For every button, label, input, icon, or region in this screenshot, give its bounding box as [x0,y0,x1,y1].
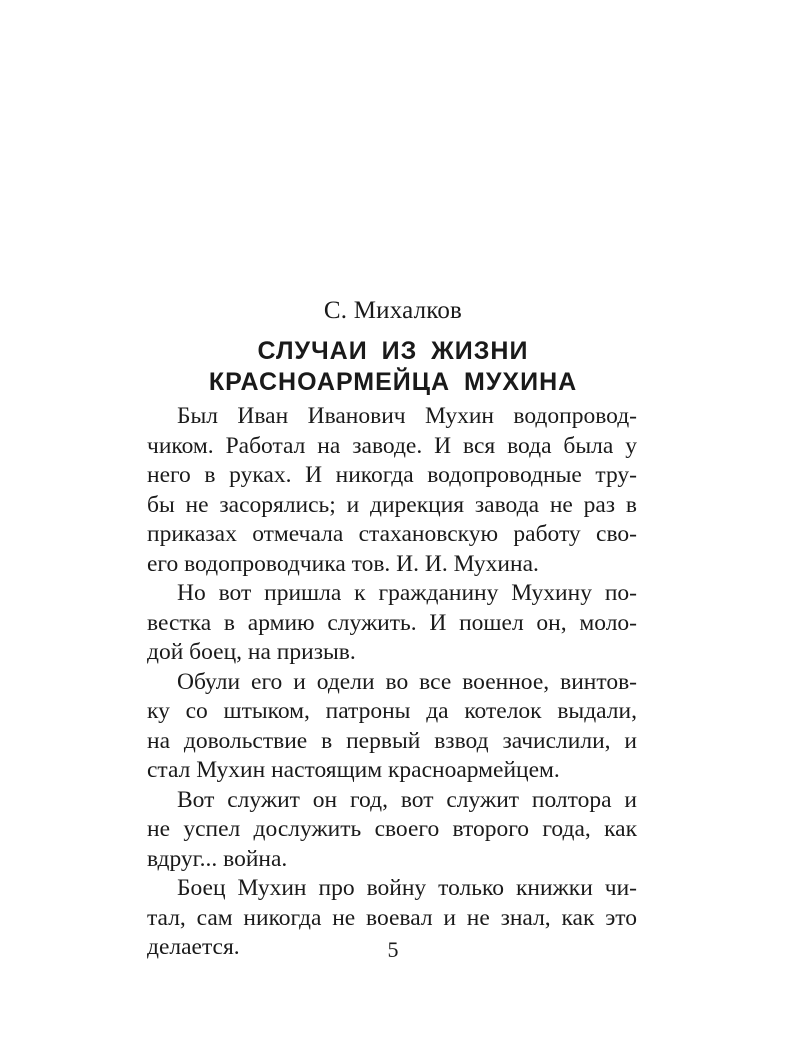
chapter-title-line-2: КРАСНОАРМЕЙЦА МУХИНА [208,368,578,396]
paragraph-2-line-1: Но вот пришла к гражданину Мухину по- [177,580,637,606]
paragraph-2-line-3: дой боец, на призыв. [147,639,356,665]
paragraph-4-line-1: Вот служит он год, вот служит полтора и [177,786,637,813]
paragraph-4-line-3: вдруг... война. [147,845,288,872]
paragraph-1-line-4: бы не засорялись; и дирекция завода не раз в [147,491,637,518]
chapter-title [0,336,786,398]
body-text [147,402,637,963]
paragraph-1-line-6: его водопроводчика тов. И. И. Мухина. [147,550,539,577]
page-number: 5 [387,937,399,962]
author-name: С. Михалков [323,297,463,324]
paragraph-3-line-3: на довольствие в первый взвод зачислили, и [147,727,637,754]
paragraph-5-line-2: тал, сам никогда не воевал и не знал, как это [147,904,637,931]
paragraph-4-line-2: не успел дослужить своего второго года, как [147,816,637,842]
paragraph-1-line-3: него в руках. И никогда водопроводные тру- [147,462,637,488]
paragraph-1-line-1: Был Иван Иванович Мухин водопровод- [177,403,637,429]
chapter-title-line-1: СЛУЧАИ ИЗ ЖИЗНИ [257,337,529,365]
paragraph-3-line-2: ку со штыком, патроны да котелок выдали, [147,698,637,724]
paragraph-1-line-5: приказах отмечала стахановскую работу сво- [147,521,637,547]
paragraph-5-line-3: делается. [147,934,240,960]
paragraph-3-line-1: Обули его и одели во все военное, винтов- [177,668,637,695]
paragraph-5-line-1: Боец Мухин про войну только книжки чи- [177,875,637,901]
paragraph-2-line-2: вестка в армию служить. И пошел он, моло- [147,609,637,636]
paragraph-1-line-2: чиком. Работал на заводе. И вся вода была у [147,432,637,459]
paragraph-3-line-4: стал Мухин настоящим красноармейцем. [147,757,560,783]
